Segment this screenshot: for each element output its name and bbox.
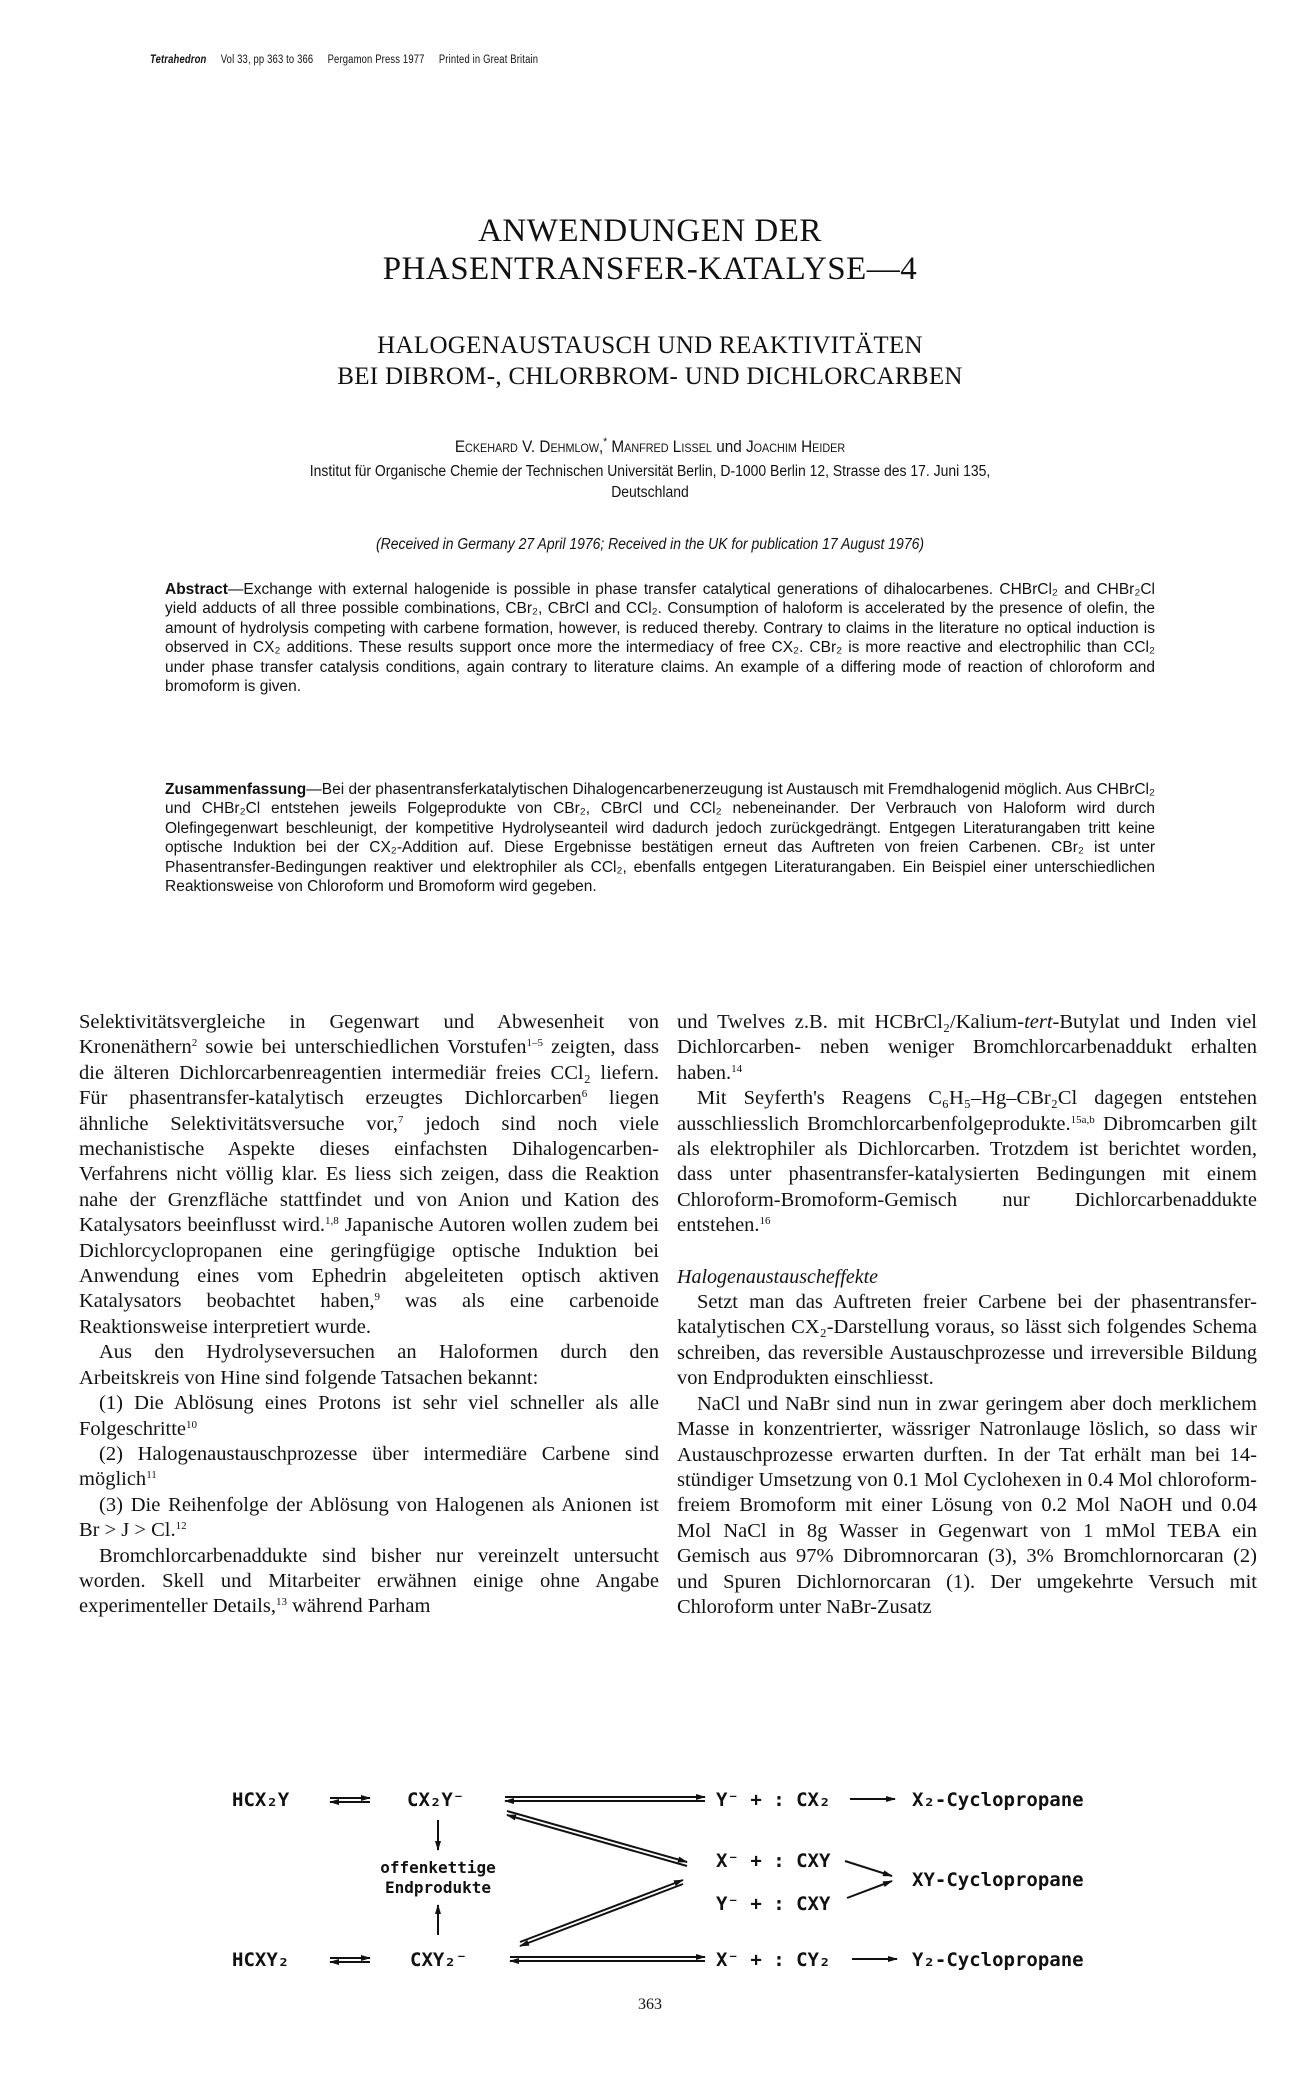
text-run: Japanische Autoren wollen zudem bei Dichlorcyclopropanen eine geringfügige optische Induktion bei Anwendung eines vom Ephedrin abgeleiteten optisch aktiven Katalysators beobachtet haben, bbox=[79, 1214, 659, 1313]
text-run: Mit Seyferth's Reagens C₆H₅–Hg–CBr₂Cl dagegen entstehen ausschliesslich Bromchlorcarbenfolgeprodukte. bbox=[677, 1087, 1257, 1135]
scheme-hcxy2: HCXY₂ bbox=[232, 1949, 290, 1971]
equilibrium-arrow-forward bbox=[520, 1880, 683, 1942]
citation: 13 bbox=[275, 1596, 287, 1609]
scheme-hcx2y: HCX₂Y bbox=[232, 1789, 290, 1811]
author-connector: und bbox=[716, 437, 742, 456]
citation: 1–5 bbox=[526, 1037, 543, 1050]
paragraph bbox=[79, 1010, 659, 1340]
scheme-pair-3: Y⁻ + : CXY bbox=[716, 1893, 831, 1915]
affiliation-line-2: Deutschland bbox=[611, 484, 689, 501]
text-run-italic: tert bbox=[1024, 1011, 1053, 1033]
citation: 12 bbox=[175, 1520, 187, 1533]
citation: 11 bbox=[146, 1469, 157, 1482]
affiliation bbox=[65, 461, 1235, 503]
author-heider: Joachim Heider bbox=[746, 437, 846, 456]
body-column-right bbox=[677, 1010, 1257, 1620]
scheme-cxy2-anion: CXY₂⁻ bbox=[410, 1949, 468, 1971]
subtitle-line-2: BEI DIBROM-, CHLORBROM- UND DICHLORCARBEN bbox=[337, 363, 963, 390]
corresponding-author-mark: * bbox=[603, 436, 608, 448]
paragraph: Setzt man das Auftreten freier Carbene bei der phasentransfer-katalytischen CX₂-Darstellung voraus, so lässt sich folgendes Schema schreiben, das reversible Austauschprozesse und irreversible Bildung von Endprodukten einschliesst. bbox=[677, 1291, 1257, 1390]
list-item bbox=[79, 1391, 659, 1442]
scheme-cx2y-anion: CX₂Y⁻ bbox=[407, 1789, 465, 1811]
scheme-product-1: X₂-Cyclopropane bbox=[912, 1789, 1084, 1811]
author-list bbox=[65, 437, 1235, 457]
citation: 2 bbox=[191, 1037, 198, 1050]
citation: 10 bbox=[186, 1418, 198, 1431]
reaction-arrow bbox=[847, 1881, 892, 1898]
zusammenfassung-text: —Bei der phasentransferkatalytischen Dihalogencarbenerzeugung ist Austausch mit Fremdhalogenid möglich. Aus CHBrCl₂ und CHBr₂Cl entstehen jeweils Folgeprodukte von CBr₂, CBrCl und CCl₂ nebeneinander. Der Verbrauch von Haloform wird durch Olefingegenwart beschleunigt, der kompetitive Hydrolyseanteil wird dadurch jedoch zurückgedrängt. Entgegen Literaturangaben tritt keine optische Induktion bei der CX₂-Addition auf. Diese Ergebnisse bestätigen erneut das Auftreten von freien Carbenen. CBr₂ ist unter Phasentransfer-Bedingungen reaktiver und elektrophiler als CCl₂, ebenfalls entgegen Literaturangaben. Ein Beispiel einer unterschiedlichen Reaktionsweise von Chloroform und Bromoform wird gegeben. bbox=[165, 781, 1155, 896]
zusammenfassung-label: Zusammenfassung bbox=[165, 781, 307, 798]
author-lissel: Manfred Lissel bbox=[611, 437, 712, 456]
paragraph bbox=[677, 1086, 1257, 1238]
section-heading: Halogenaustauscheffekte bbox=[677, 1265, 879, 1288]
running-header bbox=[150, 54, 550, 66]
scheme-product-3: Y₂-Cyclopropane bbox=[912, 1949, 1084, 1971]
paragraph: Aus den Hydrolyseversuchen an Haloformen durch den Arbeitskreis von Hine sind folgende Tatsachen bekannt: bbox=[79, 1341, 659, 1389]
citation: 1,8 bbox=[324, 1215, 339, 1228]
author-dehmlow: Eckehard V. Dehmlow, bbox=[454, 437, 604, 456]
scheme-pair-4: X⁻ + : CY₂ bbox=[716, 1949, 831, 1971]
citation: 7 bbox=[397, 1113, 404, 1126]
text-run: sowie bei unterschiedlichen Vorstufen bbox=[197, 1036, 527, 1059]
text-run: während Parham bbox=[286, 1595, 431, 1618]
paragraph bbox=[79, 1544, 659, 1620]
scheme-pair-2: X⁻ + : CXY bbox=[716, 1850, 831, 1872]
text-run: was als eine carbenoide Reaktionsweise interpretiert wurde. bbox=[79, 1290, 659, 1338]
journal-name: Tetrahedron bbox=[150, 54, 207, 66]
subtitle-line-1: HALOGENAUSTAUSCH UND REAKTIVITÄTEN bbox=[377, 332, 923, 359]
title-line-2: PHASENTRANSFER-KATALYSE—4 bbox=[382, 251, 918, 287]
citation: 6 bbox=[581, 1088, 588, 1101]
abstract-english bbox=[165, 580, 1155, 696]
text-run: Selektivitätsvergleiche in Gegenwart und Abwesenheit von Kronenäthern bbox=[79, 1011, 659, 1059]
list-item bbox=[79, 1442, 659, 1493]
reaction-arrow bbox=[845, 1861, 892, 1876]
title-line-1: ANWENDUNGEN DER bbox=[478, 213, 822, 249]
body-column-left bbox=[79, 1010, 659, 1620]
page-number: 363 bbox=[638, 1996, 662, 2013]
citation: 14 bbox=[731, 1062, 743, 1075]
citation: 9 bbox=[374, 1291, 380, 1304]
text-run: -Butylat und Inden viel Dichlorcarben- neben weniger Bromchlorcarbenaddukt erhalten haben. bbox=[677, 1011, 1258, 1084]
scheme-open-chain-line-2: Endprodukte bbox=[385, 1878, 491, 1897]
abstract-german bbox=[165, 780, 1155, 896]
text-run: Dibromcarben gilt als elektrophiler als Dichlorcarben. Trotzdem ist berichtet worden, dass unter phasentransfer-katalysierten Bedingungen mit einem Chloroform-Bromoform-Gemisch nur Dichlorcarbenaddukte entstehen. bbox=[677, 1112, 1257, 1237]
list-item bbox=[79, 1493, 659, 1544]
text-run: (1) Die Ablösung eines Protons ist sehr viel schneller als alle Folgeschritte bbox=[79, 1392, 659, 1440]
text-run: Bromchlorcarbenaddukte sind bisher nur vereinzelt untersucht worden. Skell und Mitarbeiter erwähnen einige ohne Angabe experimenteller Details, bbox=[79, 1544, 659, 1618]
scheme-product-2: XY-Cyclopropane bbox=[912, 1869, 1084, 1891]
paragraph bbox=[677, 1010, 1257, 1086]
text-run: (3) Die Reihenfolge der Ablösung von Halogenen als Anionen ist Br > J > Cl. bbox=[79, 1493, 659, 1542]
equilibrium-arrow-back bbox=[507, 1815, 687, 1866]
printed-in: Printed in Great Britain bbox=[438, 54, 539, 66]
paper-title bbox=[0, 212, 1300, 288]
text-run: jedoch sind noch viele mechanistische Aspekte dieses einfachsten Dihalogencarben-Verfahrens nicht völlig klar. Es liess sich zeigen, dass die Reaktion nahe der Grenzfläche stattfindet und von Anion und Kation des Katalysators beeinflusst wird. bbox=[79, 1112, 659, 1237]
equilibrium-arrow-forward bbox=[507, 1811, 687, 1862]
text-run: (2) Halogenaustauschprozesse über intermediäre Carbene sind möglich bbox=[79, 1442, 659, 1491]
text-run: und Twelves z.B. mit HCBrCl₂/Kalium- bbox=[677, 1011, 1025, 1033]
abstract-label: Abstract bbox=[165, 581, 228, 598]
scheme-pair-1: Y⁻ + : CX₂ bbox=[716, 1789, 831, 1811]
citation: 15a,b bbox=[1070, 1113, 1095, 1126]
paper-subtitle bbox=[0, 330, 1300, 392]
text-run: liegen ähnliche Selektivitätsversuche vor, bbox=[79, 1087, 659, 1135]
citation: 16 bbox=[759, 1215, 771, 1228]
text-run: zeigten, dass die älteren Dichlorcarbenreagentien intermediär freies CCl₂ liefern. Für phasentransfer-katalytisch erzeugtes Dichlorcarben bbox=[79, 1036, 660, 1110]
received-dates: (Received in Germany 27 April 1976; Received in the UK for publication 17 August 1976) bbox=[376, 536, 924, 553]
volume-pages: Vol 33, pp 363 to 366 bbox=[220, 54, 314, 66]
publisher: Pergamon Press 1977 bbox=[327, 54, 425, 66]
abstract-text: —Exchange with external halogenide is possible in phase transfer catalytical generations of dihalocarbenes. CHBrCl₂ and CHBr₂Cl yield adducts of all three possible combinations, CBr₂, CBrCl and CCl₂. Consumption of haloform is accelerated by the presence of olefin, the amount of hydrolysis competing with carbene formation, however, is reduced thereby. Contrary to claims in the literature no optical induction is observed in CX₂ additions. These results support once more the intermediacy of free CX₂. CBr₂ is more reactive and electrophilic than CCl₂ under phase transfer catalysis conditions, again contrary to literature claims. An example of a differing mode of reaction of chloroform and bromoform is given. bbox=[165, 581, 1155, 696]
affiliation-line-1: Institut für Organische Chemie der Technischen Universität Berlin, D-1000 Berlin 12, Strasse des 17. Juni 135, bbox=[309, 463, 991, 480]
scheme-open-chain-line-1: offenkettige bbox=[380, 1858, 496, 1877]
paragraph: NaCl und NaBr sind nun in zwar geringem aber doch merklichem Masse in konzentrierter, wässriger Natronlauge löslich, so dass wir Austauschprozesse erwarten durften. In der Tat erhält man bei 14-stündiger Umsetzung von 0.1 Mol Cyclohexen in 0.4 Mol chloroform-freiem Bromoform mit einer Lösung von 0.2 Mol NaOH und 0.04 Mol NaCl in 8g Wasser in Gegenwart von 1 mMol TEBA ein Gemisch aus 97% Dibromnorcaran (3), 3% Bromchlornorcaran (2) und Spuren Dichlornorcaran (1). Der umgekehrte Versuch mit Chloroform unter NaBr-Zusatz bbox=[677, 1392, 1257, 1618]
equilibrium-arrow-back bbox=[520, 1884, 683, 1946]
